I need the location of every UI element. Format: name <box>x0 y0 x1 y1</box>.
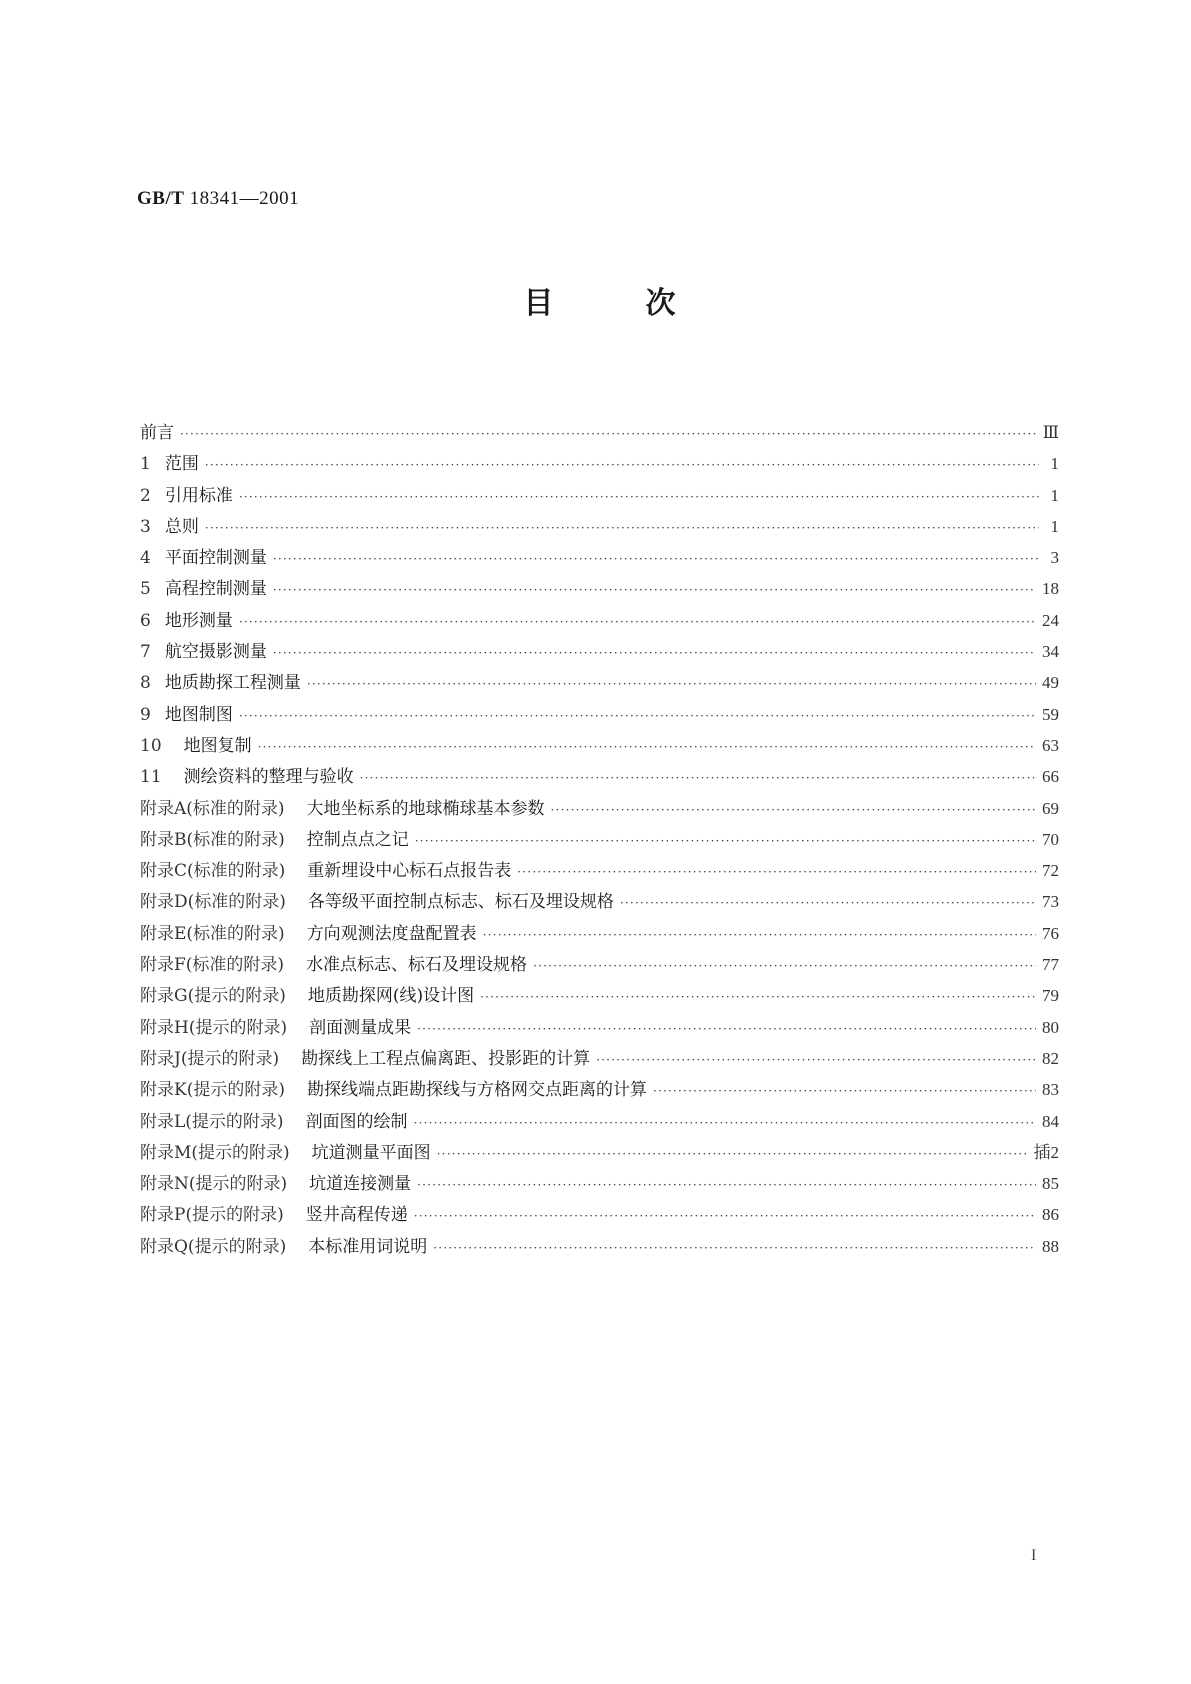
toc-dot-leader <box>417 1170 1036 1201</box>
toc-entry-page: 88 <box>1042 1236 1059 1256</box>
toc-entry-label: 地质勘探工程测量 <box>164 673 301 694</box>
toc-entry-page: 80 <box>1042 1017 1059 1037</box>
toc-entry[interactable] <box>140 886 1059 917</box>
page-number: I <box>1031 1547 1037 1564</box>
toc-entry-number: 附录M(提示的附录) <box>140 1142 290 1163</box>
toc-entry[interactable] <box>140 980 1059 1011</box>
toc-entry-page: 1 <box>1050 516 1059 536</box>
toc-entry-page: 72 <box>1042 861 1059 881</box>
toc-entry[interactable] <box>140 1168 1059 1199</box>
toc-dot-leader <box>307 669 1036 700</box>
toc-entry-number: 附录P(提示的附录) <box>140 1205 284 1226</box>
toc-entry-label: 各等级平面控制点标志、标石及埋设规格 <box>307 892 614 913</box>
toc-entry-label: 竖井高程传递 <box>305 1205 408 1226</box>
toc-entry-page: 85 <box>1042 1174 1059 1194</box>
toc-entry-page: 18 <box>1042 579 1059 599</box>
toc-entry-number: 11 <box>140 767 162 788</box>
toc-entry-page: 3 <box>1050 548 1059 568</box>
toc-entry[interactable] <box>140 667 1059 698</box>
toc-entry-page: 49 <box>1042 673 1059 693</box>
toc-entry-label: 控制点点之记 <box>306 829 409 850</box>
toc-entry-page: 77 <box>1042 955 1059 975</box>
toc-entry[interactable] <box>140 542 1059 573</box>
toc-entry-page: 66 <box>1042 767 1059 787</box>
page-title: 目次 <box>523 286 768 321</box>
toc-entry-label: 平面控制测量 <box>164 548 267 569</box>
toc-entry-number: 附录C(标准的附录) <box>140 861 286 882</box>
toc-entry-number: 附录A(标准的附录) <box>140 798 285 819</box>
toc-entry-label: 地形测量 <box>164 610 233 631</box>
toc-entry[interactable] <box>140 855 1059 886</box>
toc-entry[interactable] <box>140 1231 1059 1262</box>
toc-entry-page: 73 <box>1042 892 1059 912</box>
toc-dot-leader <box>480 982 1036 1013</box>
toc-entry-page: 76 <box>1042 923 1059 943</box>
toc-entry-label: 勘探线端点距勘探线与方格网交点距离的计算 <box>306 1080 647 1101</box>
toc-entry-page: 24 <box>1042 610 1059 630</box>
toc-entry-number: 附录J(提示的附录) <box>140 1048 280 1069</box>
toc-entry-number: 附录D(标准的附录) <box>140 892 286 913</box>
toc-entry-number: 4 <box>140 548 151 569</box>
toc-entry[interactable] <box>140 824 1059 855</box>
toc-entry[interactable] <box>140 761 1059 792</box>
toc-entry-number: 5 <box>140 579 151 600</box>
toc-entry[interactable] <box>140 417 1059 448</box>
toc-dot-leader <box>239 701 1036 732</box>
toc-entry[interactable] <box>140 636 1059 667</box>
toc-entry-number: 7 <box>140 642 151 663</box>
toc-entry-label: 地图制图 <box>164 704 233 725</box>
toc-entry-number: 1 <box>140 454 151 475</box>
toc-entry[interactable] <box>140 1199 1059 1230</box>
toc-entry-label: 引用标准 <box>164 485 233 506</box>
toc-entry-number: 8 <box>140 673 151 694</box>
toc-entry-number: 附录G(提示的附录) <box>140 986 286 1007</box>
toc-dot-leader <box>433 1233 1036 1264</box>
toc-entry-number: 附录K(提示的附录) <box>140 1080 285 1101</box>
toc-dot-leader <box>483 920 1036 951</box>
toc-entry-page: 84 <box>1042 1111 1059 1131</box>
toc-entry-number: 附录Q(提示的附录) <box>140 1236 287 1257</box>
toc-entry-page: 70 <box>1042 829 1059 849</box>
toc-entry-page: 插2 <box>1033 1142 1059 1162</box>
toc-entry-page: 1 <box>1050 485 1059 505</box>
standard-code-number: 18341—2001 <box>189 188 300 209</box>
toc-dot-leader <box>620 888 1036 919</box>
toc-entry-label: 测绘资料的整理与验收 <box>183 767 354 788</box>
toc-entry-label: 剖面测量成果 <box>309 1017 412 1038</box>
toc-entry[interactable] <box>140 511 1059 542</box>
toc-entry-number: 附录E(标准的附录) <box>140 923 285 944</box>
toc-dot-leader <box>360 763 1036 794</box>
toc-entry[interactable] <box>140 1106 1059 1137</box>
toc-entry-page: 63 <box>1042 735 1059 755</box>
toc-dot-leader <box>273 544 1039 575</box>
toc-entry[interactable] <box>140 605 1059 636</box>
toc-entry-number: 6 <box>140 610 151 631</box>
toc-entry[interactable] <box>140 793 1059 824</box>
toc-entry-label: 前言 <box>140 423 174 443</box>
toc-dot-leader <box>551 795 1036 826</box>
toc-entry-label: 方向观测法度盘配置表 <box>306 923 477 944</box>
table-of-contents <box>140 417 1059 1262</box>
toc-entry[interactable] <box>140 1074 1059 1105</box>
toc-dot-leader <box>437 1139 1028 1170</box>
toc-entry-number: 10 <box>140 735 162 756</box>
toc-entry-page: 82 <box>1042 1048 1059 1068</box>
toc-dot-leader <box>415 826 1036 857</box>
toc-entry-label: 高程控制测量 <box>164 579 267 600</box>
toc-entry-page: 79 <box>1042 986 1059 1006</box>
toc-entry-number: 附录H(提示的附录) <box>140 1017 288 1038</box>
toc-dot-leader <box>533 951 1036 982</box>
toc-entry[interactable] <box>140 573 1059 604</box>
toc-entry-page: 86 <box>1042 1205 1059 1225</box>
toc-dot-leader <box>414 1201 1036 1232</box>
toc-entry-page: 83 <box>1042 1080 1059 1100</box>
toc-entry-label: 剖面图的绘制 <box>305 1111 408 1132</box>
toc-dot-leader <box>273 638 1036 669</box>
toc-entry-number: 附录N(提示的附录) <box>140 1174 288 1195</box>
toc-dot-leader <box>596 1045 1036 1076</box>
toc-entry-label: 坑道测量平面图 <box>311 1142 431 1163</box>
toc-dot-leader <box>239 482 1039 513</box>
toc-entry-label: 地质勘探网(线)设计图 <box>307 986 475 1007</box>
toc-entry-page: 59 <box>1042 704 1059 724</box>
toc-entry-label: 坑道连接测量 <box>309 1174 412 1195</box>
toc-entry[interactable] <box>140 699 1059 730</box>
toc-entry[interactable] <box>140 730 1059 761</box>
toc-entry-number: 3 <box>140 516 151 537</box>
toc-entry-label: 范围 <box>164 454 199 475</box>
toc-entry-page: 1 <box>1050 454 1059 474</box>
toc-dot-leader <box>180 419 1037 450</box>
standard-code <box>137 188 299 210</box>
toc-entry-page: 69 <box>1042 798 1059 818</box>
toc-entry-label: 地图复制 <box>183 735 252 756</box>
toc-entry[interactable] <box>140 949 1059 980</box>
toc-dot-leader <box>273 575 1036 606</box>
toc-entry-label: 本标准用词说明 <box>308 1236 428 1257</box>
toc-entry-label: 水准点标志、标石及埋设规格 <box>306 955 528 976</box>
toc-entry-number: 附录B(标准的附录) <box>140 829 285 850</box>
toc-dot-leader <box>653 1076 1036 1107</box>
toc-entry[interactable] <box>140 1012 1059 1043</box>
toc-dot-leader <box>239 607 1036 638</box>
toc-dot-leader <box>205 450 1039 481</box>
toc-entry-number: 9 <box>140 704 151 725</box>
toc-entry[interactable] <box>140 448 1059 479</box>
toc-dot-leader <box>414 1108 1036 1139</box>
toc-dot-leader <box>517 857 1036 888</box>
toc-entry[interactable] <box>140 480 1059 511</box>
toc-entry-label: 大地坐标系的地球椭球基本参数 <box>306 798 545 819</box>
toc-dot-leader <box>205 513 1039 544</box>
toc-entry[interactable] <box>140 1043 1059 1074</box>
toc-entry-page: 34 <box>1042 642 1059 662</box>
toc-dot-leader <box>258 732 1036 763</box>
standard-code-prefix: GB/T <box>137 188 185 209</box>
toc-entry-label: 航空摄影测量 <box>164 642 267 663</box>
toc-entry-number: 2 <box>140 485 151 506</box>
toc-entry[interactable] <box>140 918 1059 949</box>
toc-entry-label: 勘探线上工程点偏离距、投影距的计算 <box>301 1048 591 1069</box>
toc-entry[interactable] <box>140 1137 1059 1168</box>
toc-entry-page: Ⅲ <box>1042 423 1059 442</box>
toc-dot-leader <box>417 1014 1036 1045</box>
toc-entry-label: 总则 <box>164 516 199 537</box>
toc-entry-number: 附录F(标准的附录) <box>140 955 285 976</box>
toc-entry-label: 重新埋设中心标石点报告表 <box>307 861 512 882</box>
toc-entry-number: 附录L(提示的附录) <box>140 1111 284 1132</box>
